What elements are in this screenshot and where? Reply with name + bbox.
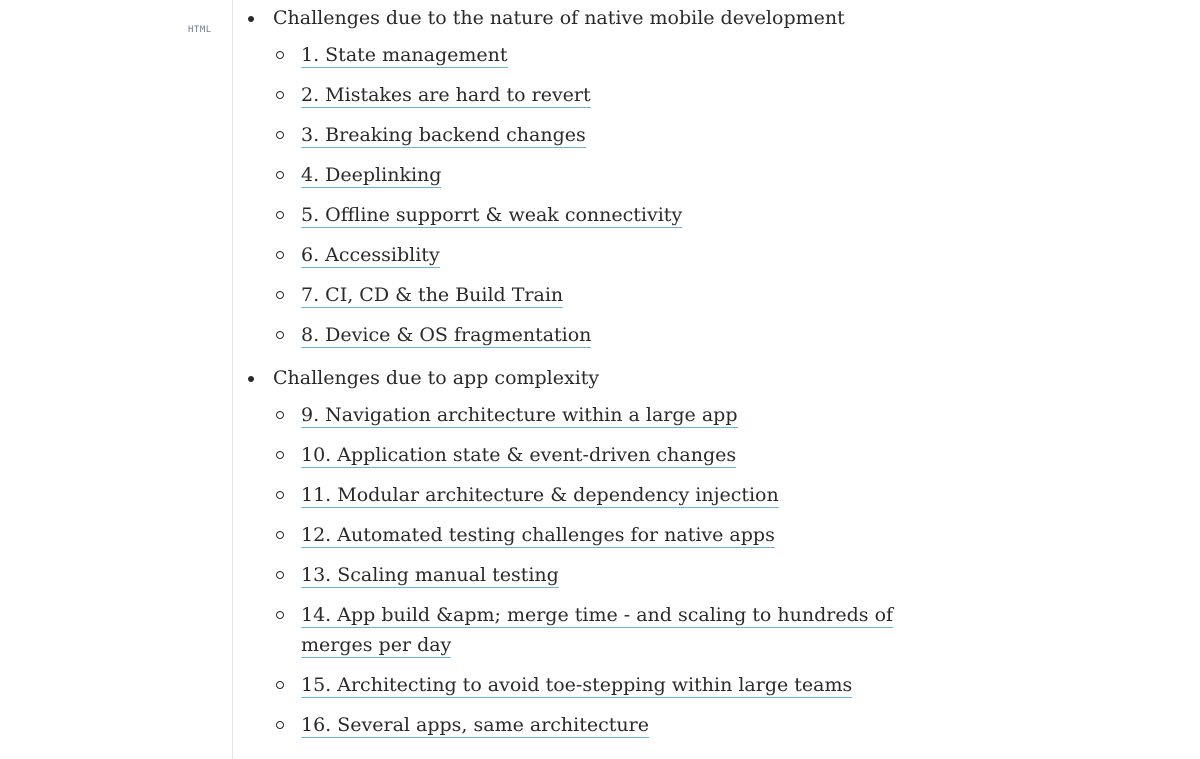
section-heading-text: Challenges due to app complexity bbox=[273, 367, 600, 389]
circle-bullet-icon bbox=[276, 171, 284, 179]
list-item-link[interactable]: 12. Automated testing challenges for native apps bbox=[301, 524, 775, 546]
list-item bbox=[244, 120, 921, 150]
section-heading-text: Challenges due to the nature of native mobile development bbox=[273, 7, 845, 29]
disc-bullet-icon bbox=[248, 376, 254, 382]
section-complexity-challenges bbox=[244, 360, 944, 740]
disc-bullet-icon bbox=[248, 16, 254, 22]
circle-bullet-icon bbox=[276, 211, 284, 219]
list-item-link[interactable]: 7. CI, CD & the Build Train bbox=[301, 284, 564, 306]
list-item bbox=[244, 40, 921, 70]
list-item bbox=[244, 320, 921, 350]
sub-list bbox=[244, 397, 944, 740]
list-item-link[interactable]: 1. State management bbox=[301, 44, 508, 66]
circle-bullet-icon bbox=[276, 571, 284, 579]
list-item bbox=[244, 710, 921, 740]
list-item-link[interactable]: 15. Architecting to avoid toe-stepping within large teams bbox=[301, 674, 853, 696]
list-item bbox=[244, 240, 921, 270]
gutter-divider bbox=[232, 0, 233, 759]
circle-bullet-icon bbox=[276, 411, 284, 419]
sub-list bbox=[244, 37, 944, 350]
list-item-link[interactable]: 13. Scaling manual testing bbox=[301, 564, 559, 586]
circle-bullet-icon bbox=[276, 681, 284, 689]
circle-bullet-icon bbox=[276, 51, 284, 59]
list-item bbox=[244, 160, 921, 190]
circle-bullet-icon bbox=[276, 491, 284, 499]
circle-bullet-icon bbox=[276, 611, 284, 619]
list-item bbox=[244, 80, 921, 110]
circle-bullet-icon bbox=[276, 331, 284, 339]
circle-bullet-icon bbox=[276, 91, 284, 99]
list-item-link[interactable]: 10. Application state & event-driven changes bbox=[301, 444, 737, 466]
list-item-link[interactable]: 6. Accessiblity bbox=[301, 244, 440, 266]
content-list bbox=[244, 0, 944, 750]
section-native-challenges bbox=[244, 0, 944, 350]
list-item-link[interactable]: 14. App build &apm; merge time - and scaling to hundreds of merges per day bbox=[301, 604, 894, 656]
list-item bbox=[244, 560, 921, 590]
list-item bbox=[244, 440, 921, 470]
list-item bbox=[244, 200, 921, 230]
section-heading bbox=[244, 360, 944, 397]
list-item bbox=[244, 400, 921, 430]
list-item-link[interactable]: 8. Device & OS fragmentation bbox=[301, 324, 592, 346]
list-item-link[interactable]: 16. Several apps, same architecture bbox=[301, 714, 649, 736]
list-item-link[interactable]: 3. Breaking backend changes bbox=[301, 124, 586, 146]
list-item bbox=[244, 280, 921, 310]
list-item-link[interactable]: 2. Mistakes are hard to revert bbox=[301, 84, 591, 106]
code-language-label: HTML bbox=[188, 25, 212, 35]
circle-bullet-icon bbox=[276, 251, 284, 259]
list-item bbox=[244, 480, 921, 510]
circle-bullet-icon bbox=[276, 721, 284, 729]
section-heading bbox=[244, 0, 944, 37]
circle-bullet-icon bbox=[276, 451, 284, 459]
circle-bullet-icon bbox=[276, 291, 284, 299]
list-item-link[interactable]: 9. Navigation architecture within a large app bbox=[301, 404, 738, 426]
list-item bbox=[244, 670, 921, 700]
circle-bullet-icon bbox=[276, 531, 284, 539]
list-item-link[interactable]: 4. Deeplinking bbox=[301, 164, 442, 186]
list-item-link[interactable]: 5. Offline supporrt & weak connectivity bbox=[301, 204, 683, 226]
list-item-link[interactable]: 11. Modular architecture & dependency injection bbox=[301, 484, 779, 506]
list-item bbox=[244, 600, 921, 660]
circle-bullet-icon bbox=[276, 131, 284, 139]
list-item bbox=[244, 520, 921, 550]
